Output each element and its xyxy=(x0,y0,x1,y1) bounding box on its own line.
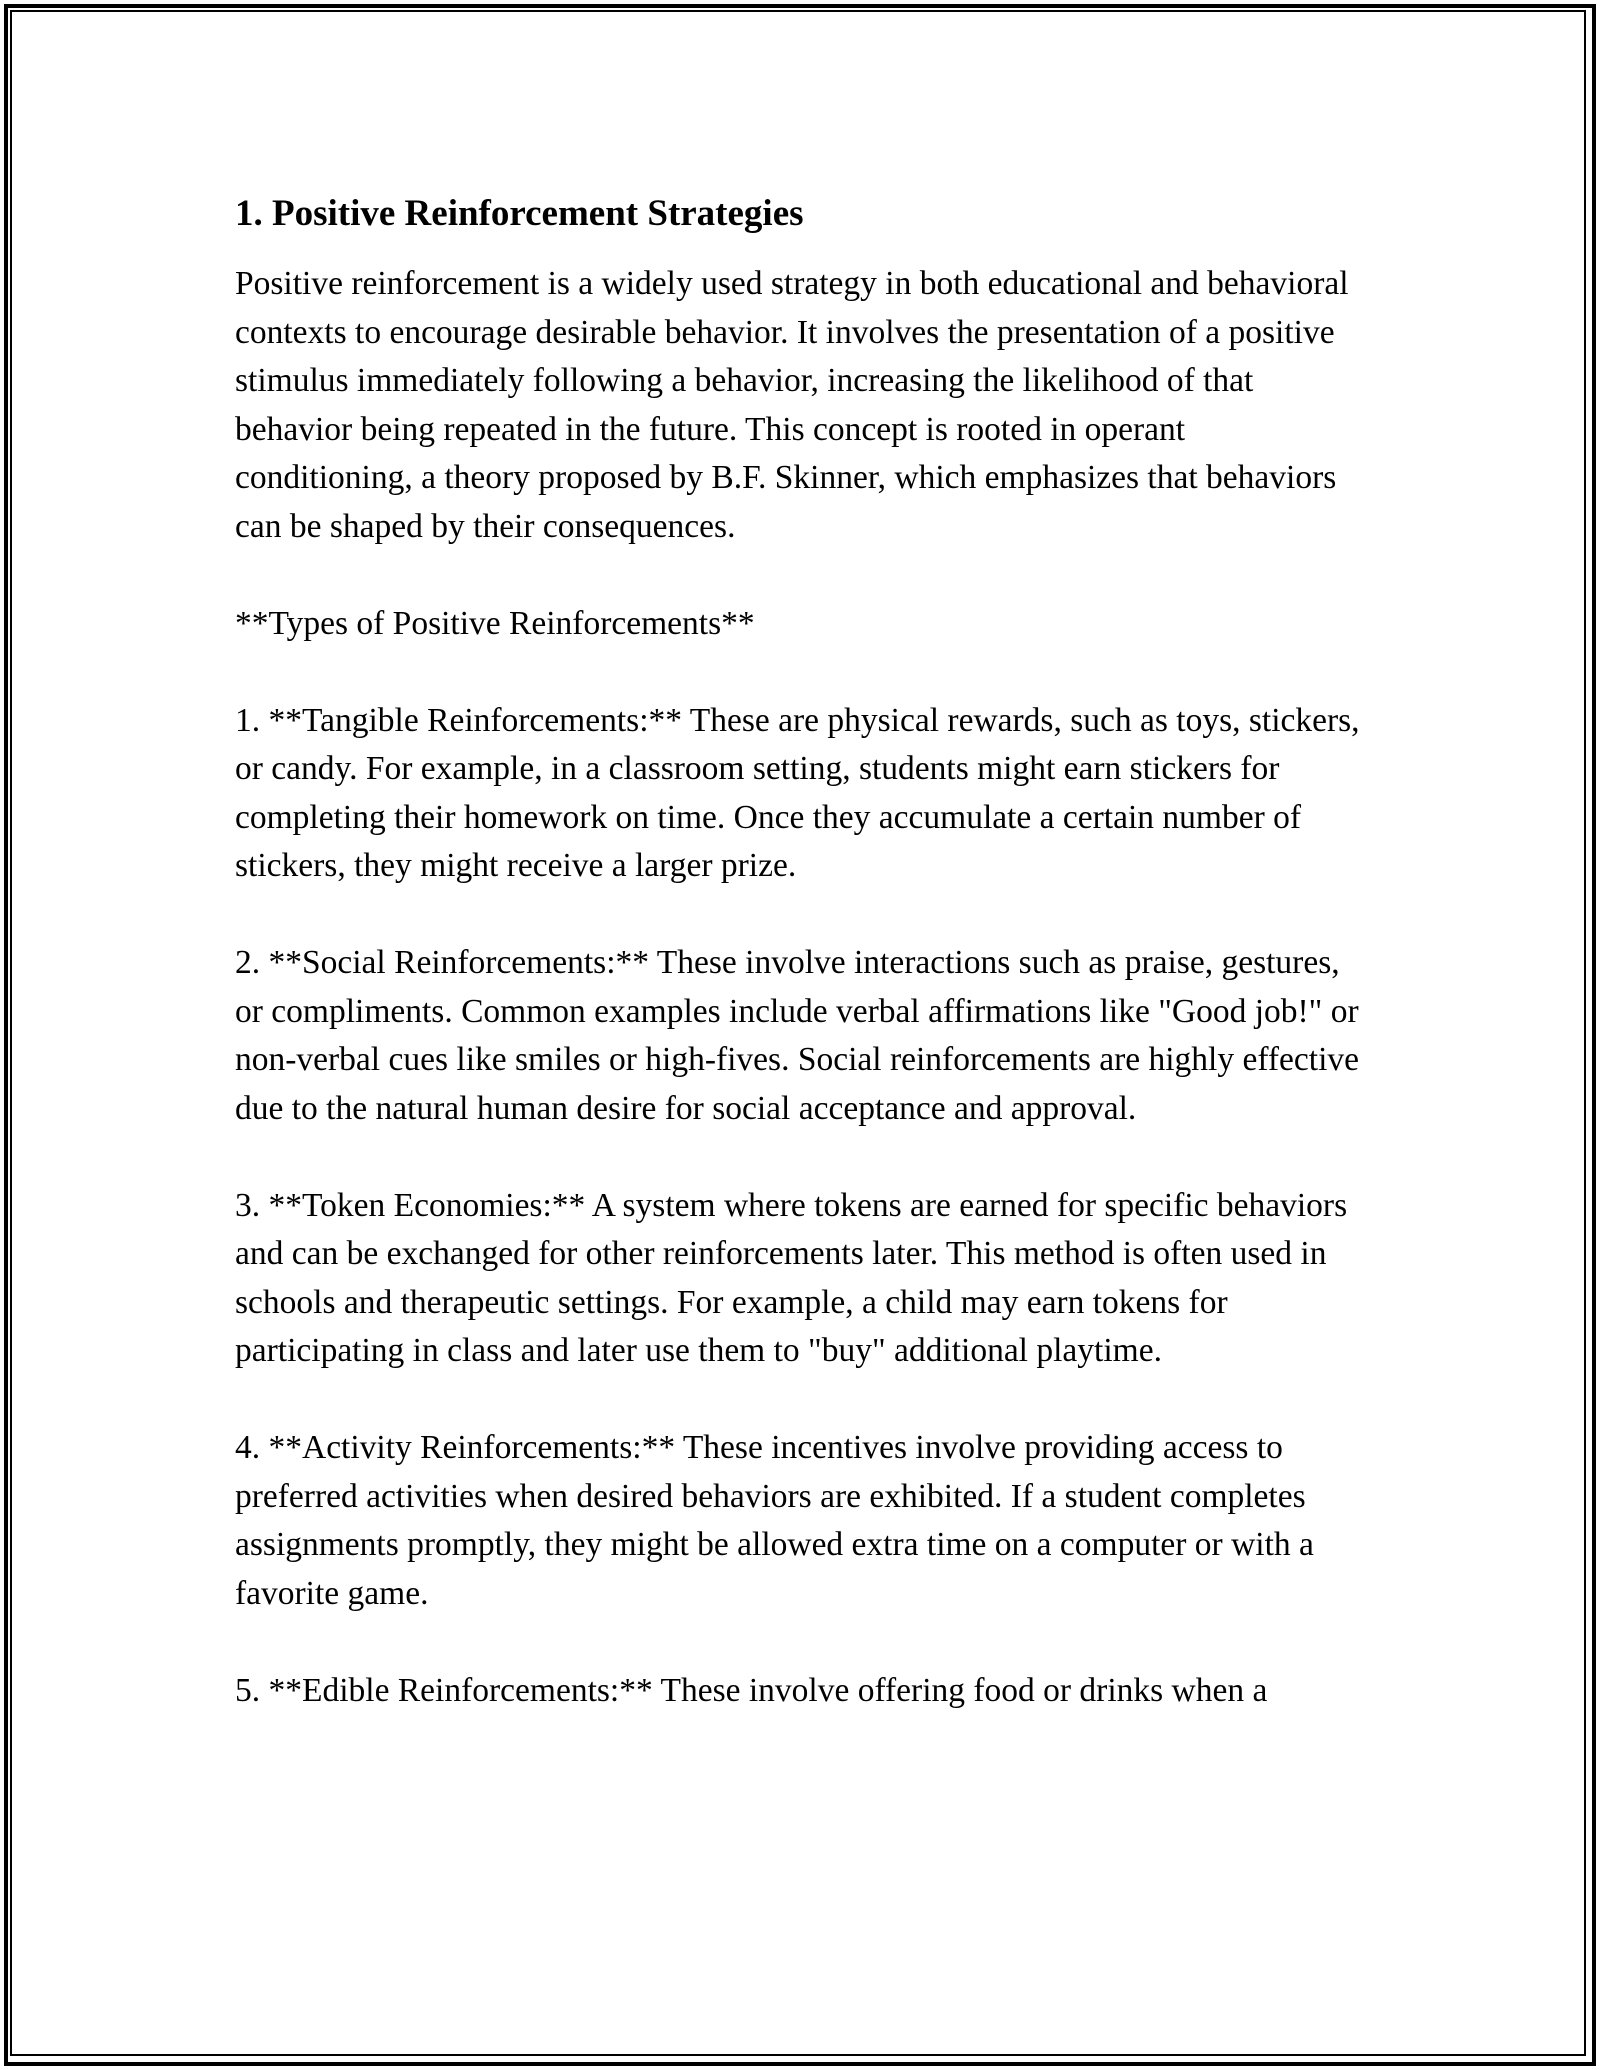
intro-paragraph: Positive reinforcement is a widely used strategy in both educational and behavioral contexts to encourage desirable behavior. It involves the presentation of a positive stimulus immediately following a behavior, increasing the likelihood of that behavior being repeated in the future. This concept is rooted in operant conditioning, a theory proposed by B.F. Skinner, which emphasizes that behaviors can be shaped by their consequences. xyxy=(235,265,1349,545)
edible-reinforcements-paragraph: 5. **Edible Reinforcements:** These involve offering food or drinks when a xyxy=(235,1671,1268,1709)
document-body xyxy=(235,190,1370,1764)
types-subheading: **Types of Positive Reinforcements** xyxy=(235,604,755,642)
token-economies-paragraph: 3. **Token Economies:** A system where tokens are earned for specific behaviors and can be exchanged for other reinforcements later. This method is often used in schools and therapeutic settings. For example, a child may earn tokens for participating in class and later use them to "buy" additional playtime. xyxy=(235,1186,1348,1369)
social-reinforcements-paragraph: 2. **Social Reinforcements:** These involve interactions such as praise, gestures, or compliments. Common examples include verbal affirmations like "Good job!" or non-verbal cues like smiles or high-fives. Social reinforcements are highly effective due to the natural human desire for social acceptance and approval. xyxy=(235,944,1360,1127)
tangible-reinforcements-paragraph: 1. **Tangible Reinforcements:** These are physical rewards, such as toys, stickers, or candy. For example, in a classroom setting, students might earn stickers for completing their homework on time. Once they accumulate a certain number of stickers, they might receive a larger prize. xyxy=(235,701,1360,884)
section-heading: 1. Positive Reinforcement Strategies xyxy=(235,193,804,234)
activity-reinforcements-paragraph: 4. **Activity Reinforcements:** These incentives involve providing access to preferred activities when desired behaviors are exhibited. If a student completes assignments promptly, they might be allowed extra time on a computer or with a favorite game. xyxy=(235,1429,1314,1612)
